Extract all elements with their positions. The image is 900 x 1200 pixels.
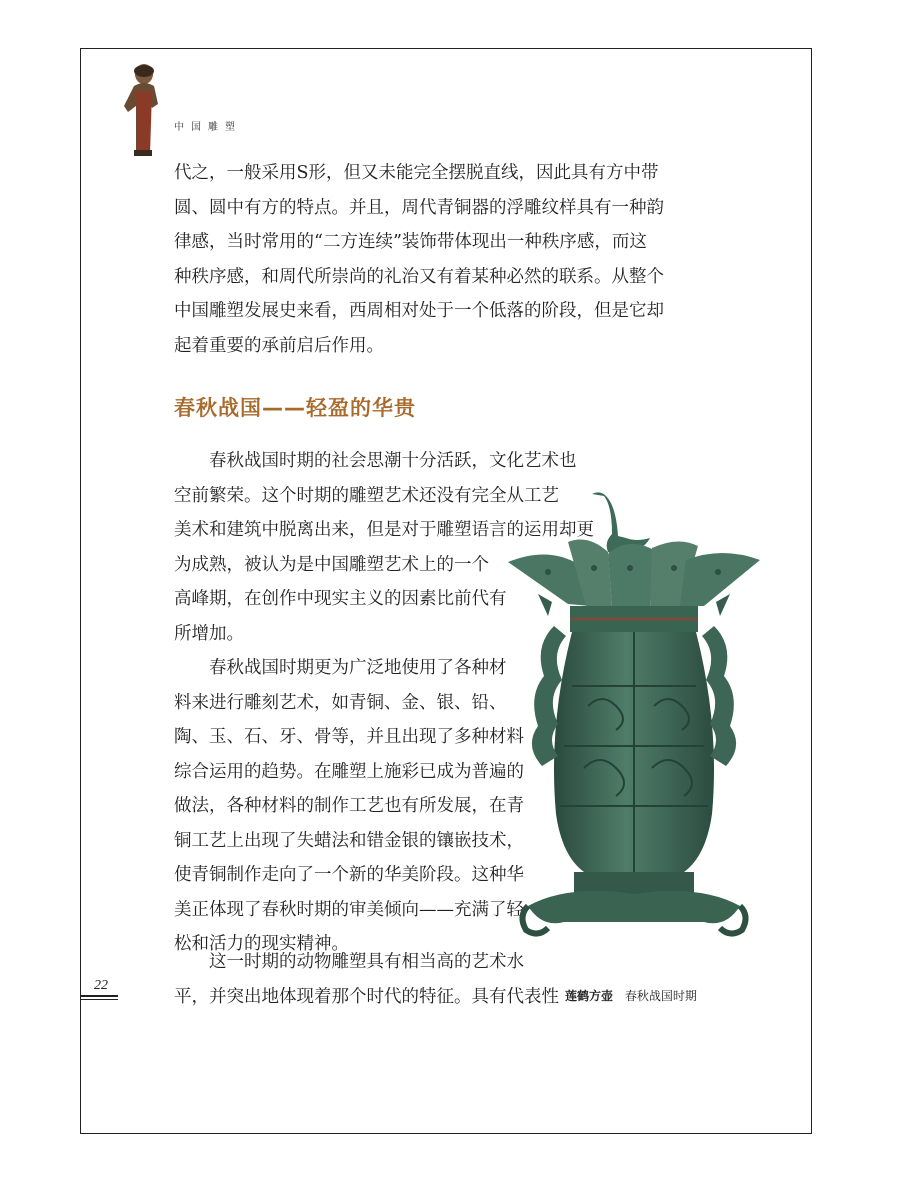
text-line: 平，并突出地体现着那个时代的特征。具有代表性 <box>174 986 559 1007</box>
text-line: 春秋战国时期的社会思潮十分活跃，文化艺术也 <box>209 451 577 471</box>
paragraph-continuation <box>174 156 664 363</box>
text-line: 这一时期的动物雕塑具有相当高的艺术水 <box>209 952 524 972</box>
text-line: 做法，各种材料的制作工艺也有所发展，在青 <box>174 796 524 816</box>
text-line: 为成熟，被认为是中国雕塑艺术上的一个 <box>174 554 489 575</box>
paragraph <box>174 651 524 962</box>
text-line: 松和活力的现实精神。 <box>174 934 349 954</box>
text-line: 中国雕塑发展史来看，西周相对处于一个低落的阶段，但是它却 <box>174 301 664 321</box>
text-line: 美正体现了春秋时期的审美倾向——充满了轻 <box>174 899 524 920</box>
running-head: 中国雕塑 <box>174 122 242 133</box>
text-line: 律感，当时常用的“二方连续”装饰带体现出一种秩序感，而这 <box>174 232 647 252</box>
text-line: 起着重要的承前启后作用。 <box>174 335 384 356</box>
lotus-crane-square-hu-image <box>508 476 760 966</box>
page-number: 22 <box>94 978 108 993</box>
text-line: 铜工艺上出现了失蜡法和错金银的镶嵌技术， <box>174 830 524 851</box>
text-line: 美术和建筑中脱离出来，但是对于雕塑语言的运用却更 <box>174 520 594 540</box>
text-line: 圆、圆中有方的特点。并且，周代青铜器的浮雕纹样具有一种韵 <box>174 197 664 218</box>
text-line: 所增加。 <box>174 623 244 644</box>
figure-caption <box>565 987 697 1004</box>
text-line: 高峰期，在创作中现实主义的因素比前代有 <box>174 589 507 609</box>
caption-title: 莲鹤方壶 <box>565 989 614 1003</box>
text-line: 代之，一般采用S形，但又未能完全摆脱直线，因此具有方中带 <box>174 163 659 183</box>
standing-figure-icon <box>118 62 168 158</box>
text-line: 春秋战国时期更为广泛地使用了各种材 <box>209 658 507 678</box>
text-line: 使青铜制作走向了一个新的华美阶段。这种华 <box>174 865 524 885</box>
text-line: 综合运用的趋势。在雕塑上施彩已成为普遍的 <box>174 761 524 782</box>
text-line: 陶、玉、石、牙、骨等，并且出现了多种材料 <box>174 727 524 747</box>
text-line: 料来进行雕刻艺术，如青铜、金、银、铅、 <box>174 692 507 713</box>
paragraph <box>174 945 559 1014</box>
page-number-rule <box>80 995 118 997</box>
caption-period: 春秋战国时期 <box>624 989 697 1003</box>
page-number-rule <box>80 999 118 1000</box>
text-line: 种秩序感，和周代所崇尚的礼治又有着某种必然的联系。从整个 <box>174 266 664 287</box>
text-line: 空前繁荣。这个时期的雕塑艺术还没有完全从工艺 <box>174 485 559 506</box>
section-heading: 春秋战国——轻盈的华贵 <box>174 396 416 420</box>
